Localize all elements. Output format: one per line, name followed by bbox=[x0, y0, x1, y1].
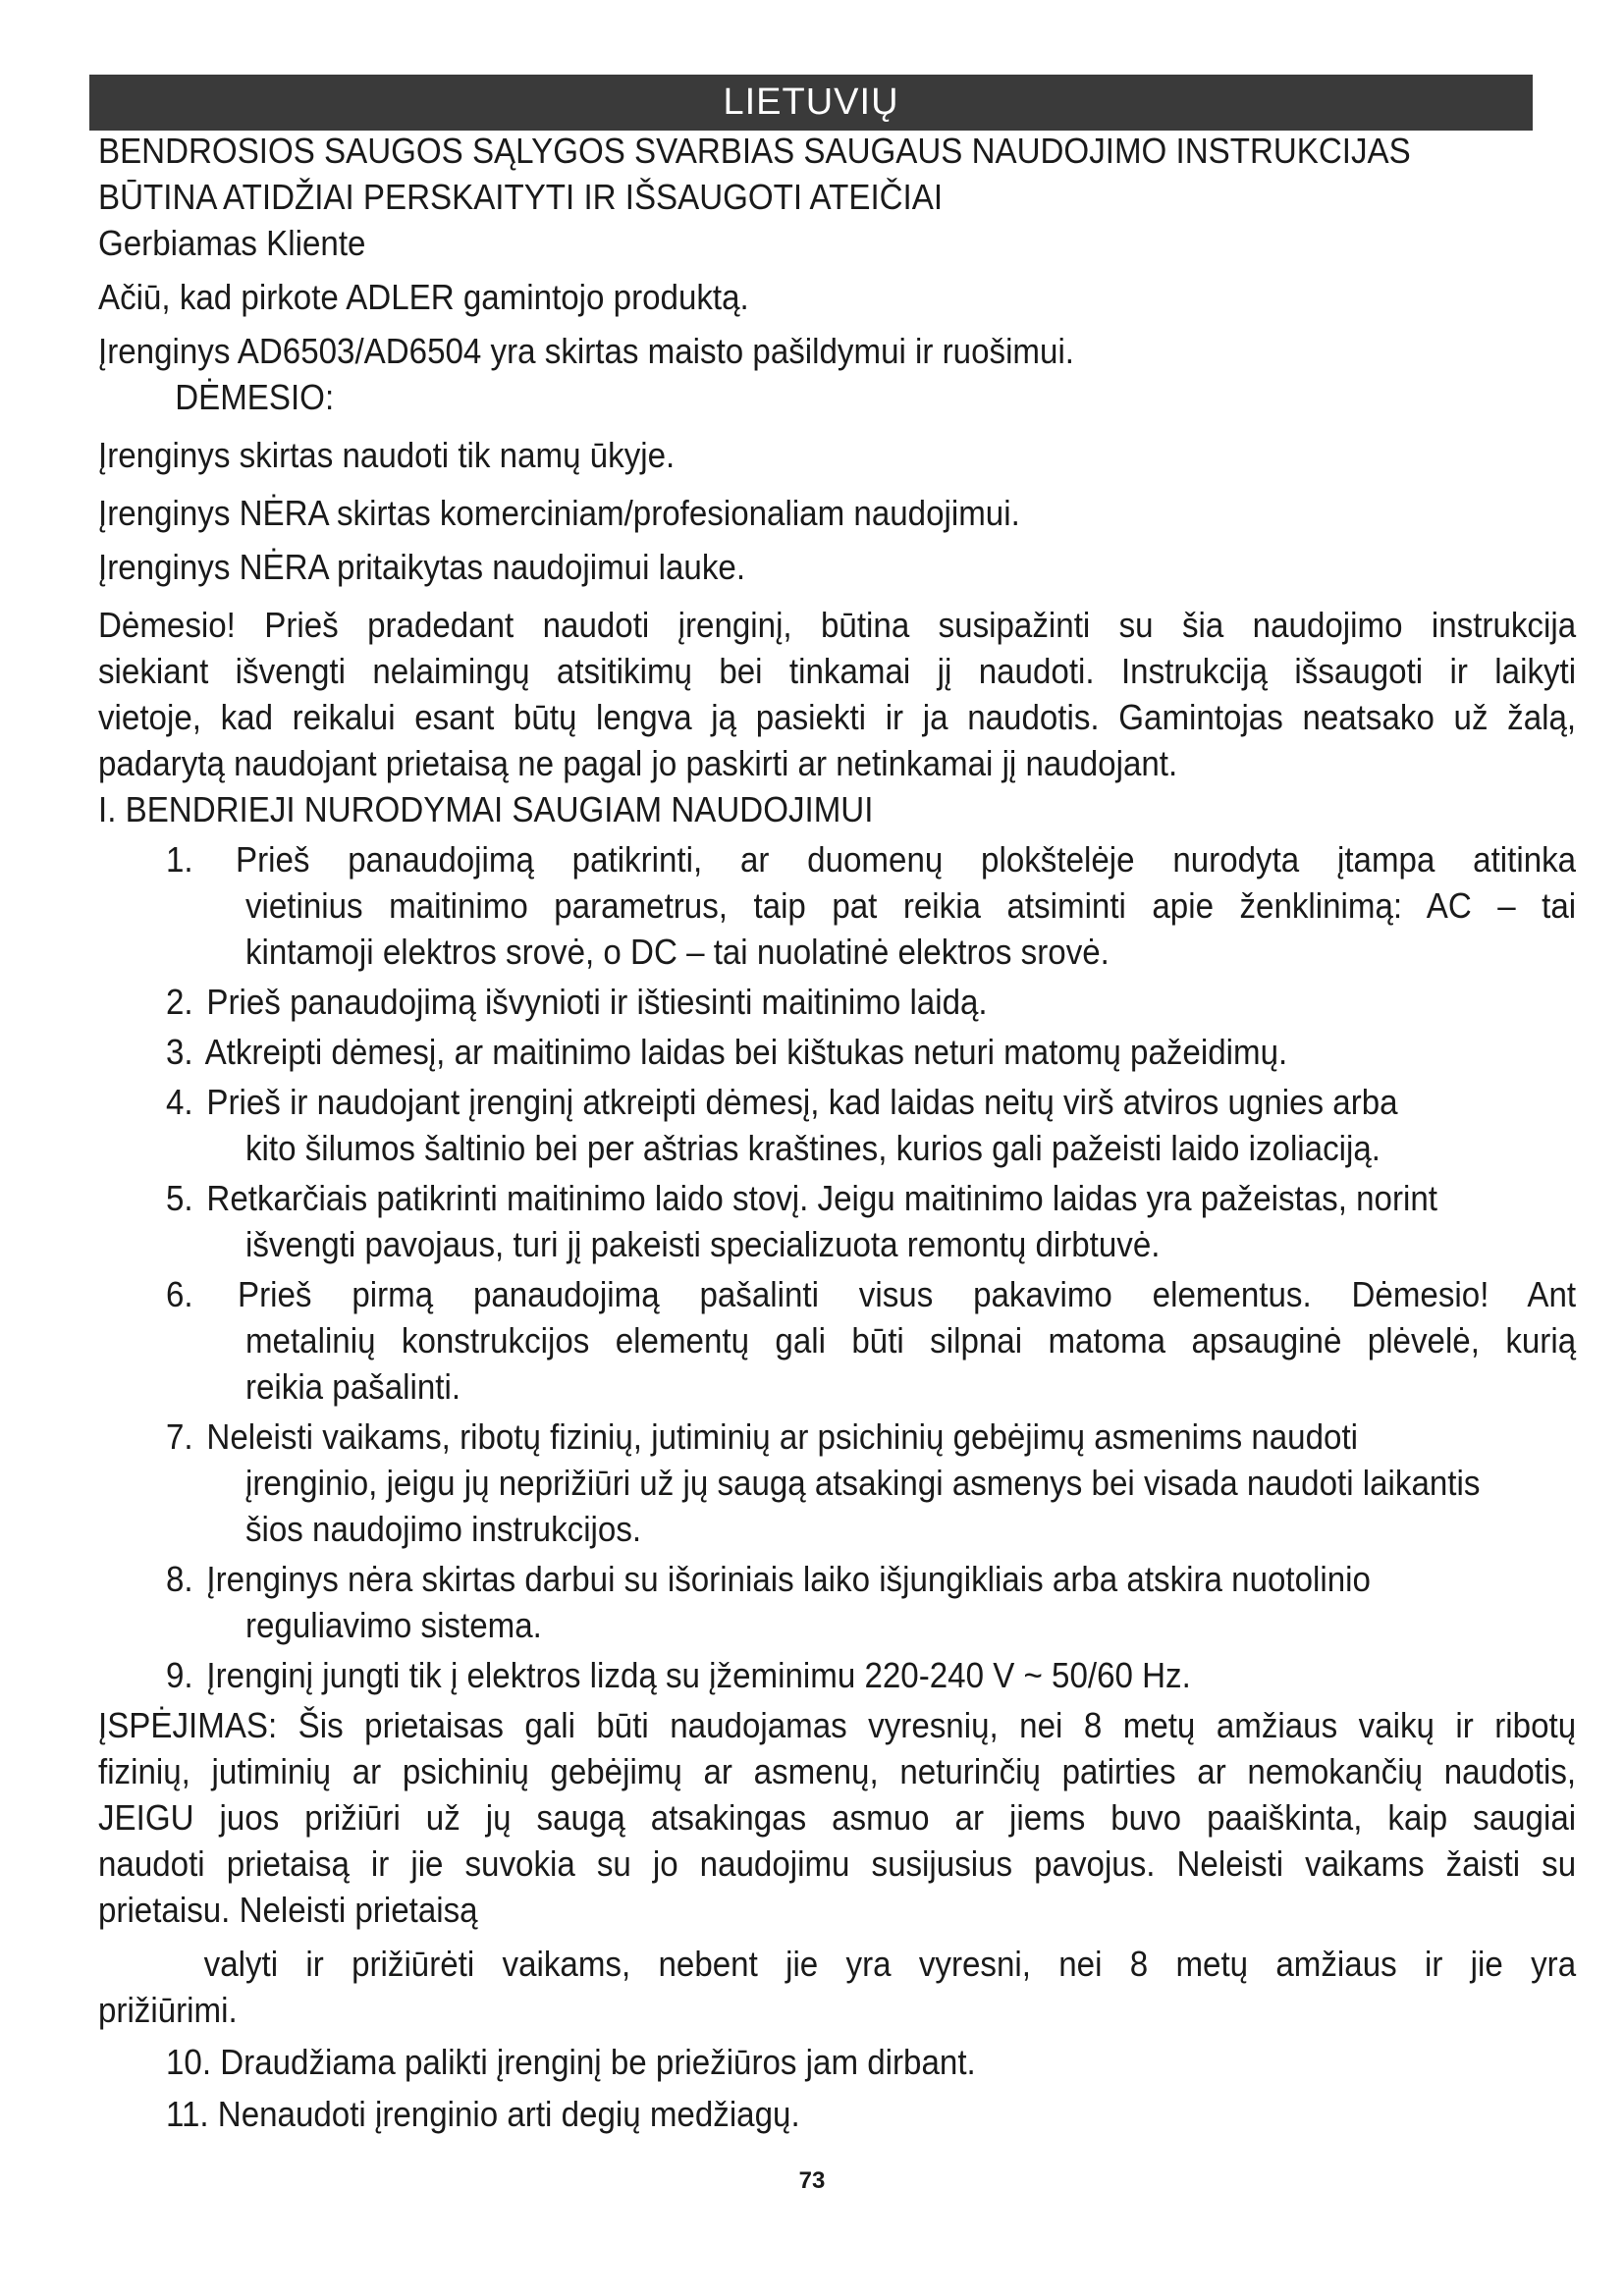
rule-11: 11. Nenaudoti įrenginio arti degių medžiagų. bbox=[166, 2094, 800, 2134]
caution-line: valyti ir prižiūrėti vaikams, nebent jie yra vyresni, nei 8 metų amžiaus ir jie yra bbox=[203, 1944, 1577, 1984]
list-item bbox=[98, 1271, 1576, 1410]
list-item bbox=[98, 1079, 1576, 1171]
item-text: Neleisti vaikams, ribotų fizinių, jutiminių ar psichinių gebėjimų asmenims naudoti bbox=[206, 1416, 1359, 1457]
item-text: įrenginio, jeigu jų neprižiūri už jų saugą atsakingi asmenys bei visada naudoti laikantis bbox=[244, 1463, 1481, 1503]
greeting: Gerbiamas Kliente bbox=[98, 223, 366, 263]
rule-10: 10. Draudžiama palikti įrenginį be priežiūros jam dirbant. bbox=[166, 2042, 976, 2082]
caution-line: naudoti prietaisą ir jie suvokia su jo naudojimu susijusius pavojus. Neleisti vaikams žaisti su bbox=[98, 1843, 1577, 1884]
item-number: 7. bbox=[166, 1416, 193, 1457]
item-text: Atkreipti dėmesį, ar maitinimo laidas bei kištukas neturi matomų pažeidimų. bbox=[204, 1032, 1288, 1072]
language-banner: LIETUVIŲ bbox=[89, 75, 1533, 131]
item-number: 1. bbox=[166, 839, 193, 880]
item-text: reguliavimo sistema. bbox=[244, 1605, 542, 1645]
attention-label: DĖMESIO: bbox=[175, 377, 335, 417]
list-item bbox=[98, 979, 1576, 1025]
item-text: Įrenginį jungti tik į elektros lizdą su įžeminimu 220-240 V ~ 50/60 Hz. bbox=[206, 1655, 1191, 1695]
item-number: 2. bbox=[166, 982, 193, 1022]
note-not-outdoor: Įrenginys NĖRA pritaikytas naudojimui lauke. bbox=[98, 547, 746, 587]
section-title: I. BENDRIEJI NURODYMAI SAUGIAM NAUDOJIMUI bbox=[98, 789, 874, 829]
caution-line: fizinių, jutiminių ar psichinių gebėjimų ar asmenų, neturinčių patirties ar nemokančių naudotis, bbox=[98, 1751, 1577, 1791]
item-number: 5. bbox=[166, 1178, 193, 1218]
list-item bbox=[98, 1556, 1576, 1648]
item-text: kintamoji elektros srovė, o DC – tai nuolatinė elektros srovė. bbox=[244, 932, 1110, 972]
thanks-text: Ačiū, kad pirkote ADLER gamintojo produktą. bbox=[98, 277, 749, 317]
item-number: 8. bbox=[166, 1559, 193, 1599]
item-text: Retkarčiais patikrinti maitinimo laido stovį. Jeigu maitinimo laidas yra pažeistas, norint bbox=[206, 1178, 1437, 1218]
caution-line: prižiūrimi. bbox=[98, 1990, 238, 2030]
caution-line: prietaisu. Neleisti prietaisą bbox=[98, 1890, 478, 1930]
item-number: 4. bbox=[166, 1082, 193, 1122]
item-text: šios naudojimo instrukcijos. bbox=[244, 1509, 642, 1549]
list-item bbox=[98, 1175, 1576, 1267]
item-text: vietinius maitinimo parametrus, taip pat reikia atsiminti apie ženklinimą: AC – tai bbox=[244, 885, 1577, 926]
note-household: Įrenginys skirtas naudoti tik namų ūkyje. bbox=[98, 435, 676, 475]
item-text: išvengti pavojaus, turi jį pakeisti specializuota remontų dirbtuvė. bbox=[244, 1224, 1161, 1264]
list-item bbox=[98, 1029, 1576, 1075]
safety-title-line-2: BŪTINA ATIDŽIAI PERSKAITYTI IR IŠSAUGOTI ATEIČIAI bbox=[98, 177, 944, 217]
safety-title-line-1: BENDROSIOS SAUGOS SĄLYGOS SVARBIAS SAUGAUS NAUDOJIMO INSTRUKCIJAS bbox=[98, 131, 1411, 171]
item-text: Prieš ir naudojant įrenginį atkreipti dėmesį, kad laidas neitų virš atviros ugnies arba bbox=[206, 1082, 1398, 1122]
item-text: kito šilumos šaltinio bei per aštrias kraštines, kurios gali pažeisti laido izoliaciją. bbox=[244, 1128, 1380, 1168]
item-text: Prieš pirmą panaudojimą pašalinti visus pakavimo elementus. Dėmesio! Ant bbox=[238, 1274, 1577, 1314]
page-number: 73 bbox=[798, 2167, 826, 2194]
item-number: 3. bbox=[166, 1032, 193, 1072]
item-number: 6. bbox=[166, 1274, 193, 1314]
item-text: Įrenginys nėra skirtas darbui su išoriniais laiko išjungikliais arba atskira nuotolinio bbox=[206, 1559, 1371, 1599]
attention-line: Dėmesio! Prieš pradedant naudoti įrenginį, būtina susipažinti su šia naudojimo instrukcija bbox=[98, 605, 1577, 645]
page-content bbox=[98, 128, 1576, 2137]
attention-line: vietoje, kad reikalui esant būtų lengva ją pasiekti ir ja naudotis. Gamintojas neatsako už žalą, bbox=[98, 697, 1577, 737]
caution-line: ĮSPĖJIMAS: Šis prietaisas gali būti naudojamas vyresnių, nei 8 metų amžiaus vaikų ir ribotų bbox=[98, 1705, 1577, 1745]
caution-paragraph bbox=[98, 1702, 1576, 2033]
attention-line: siekiant išvengti nelaimingų atsitikimų bei tinkamai jį naudoti. Instrukciją išsaugoti ir laikyti bbox=[98, 651, 1577, 691]
note-not-commercial: Įrenginys NĖRA skirtas komerciniam/profesionaliam naudojimui. bbox=[98, 493, 1020, 533]
attention-paragraph bbox=[98, 602, 1576, 786]
list-item bbox=[98, 836, 1576, 975]
item-text: Prieš panaudojimą patikrinti, ar duomenų plokštelėje nurodyta įtampa atitinka bbox=[235, 839, 1577, 880]
item-text: reikia pašalinti. bbox=[244, 1366, 461, 1407]
list-item bbox=[98, 1652, 1576, 1698]
rules-list bbox=[98, 836, 1576, 1698]
list-item bbox=[98, 1414, 1576, 1552]
attention-line: padarytą naudojant prietaisą ne pagal jo paskirti ar netinkamai jį naudojant. bbox=[98, 743, 1178, 783]
item-text: Prieš panaudojimą išvynioti ir ištiesinti maitinimo laidą. bbox=[206, 982, 988, 1022]
item-number: 9. bbox=[166, 1655, 193, 1695]
caution-line: JEIGU juos prižiūri už jų saugą atsakingas asmuo ar jiems buvo paaiškinta, kaip saugiai bbox=[98, 1797, 1577, 1838]
purpose-text: Įrenginys AD6503/AD6504 yra skirtas maisto pašildymui ir ruošimui. bbox=[98, 331, 1075, 371]
item-text: metalinių konstrukcijos elementų gali būti silpnai matoma apsauginė plėvelė, kurią bbox=[244, 1320, 1577, 1361]
